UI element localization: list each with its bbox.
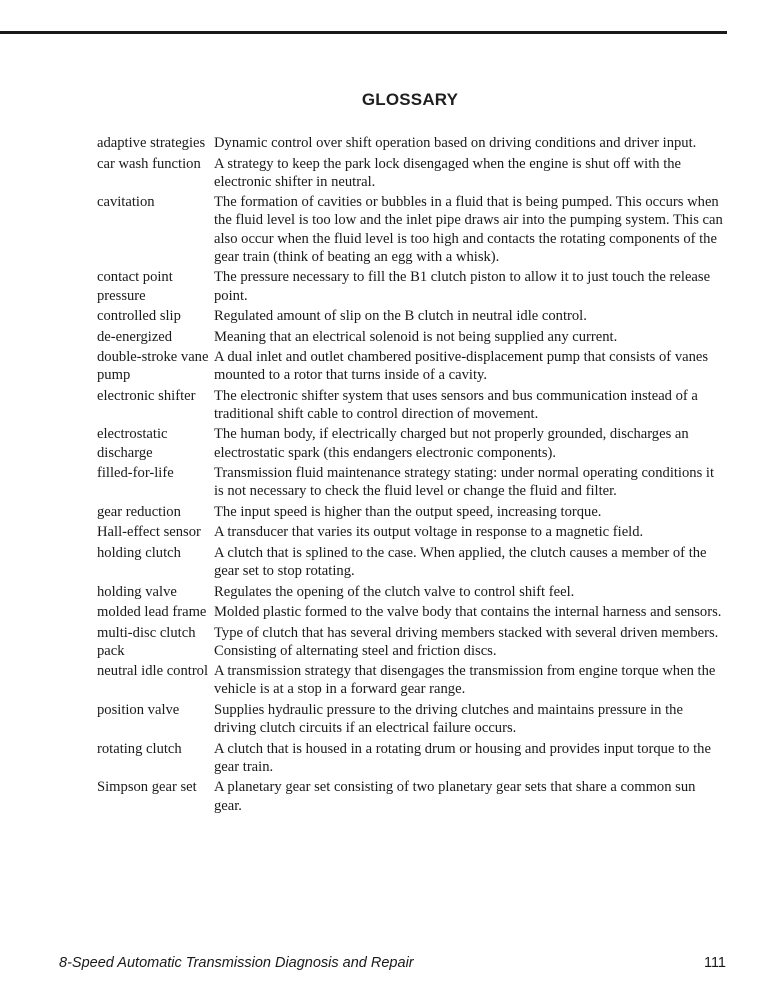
glossary-entry <box>97 268 727 304</box>
glossary-definition: Dynamic control over shift operation based on driving conditions and driver input. <box>214 135 697 151</box>
glossary-definition: A transmission strategy that disengages the transmission from engine torque when the vehicle is at a stop in a forward gear range. <box>214 663 716 698</box>
glossary-definition: The electronic shifter system that uses sensors and bus communication instead of a traditional shift cable to control direction of movement. <box>214 387 698 422</box>
glossary-entry <box>97 193 727 266</box>
glossary-term: de-energized <box>97 328 173 345</box>
glossary-entry <box>97 701 727 737</box>
glossary-definition: A strategy to keep the park lock disengaged when the engine is shut off with the electronic shifter in neutral. <box>214 155 682 190</box>
glossary-entry <box>97 328 727 346</box>
glossary-term: gear reduction <box>97 503 181 520</box>
glossary-definition: Molded plastic formed to the valve body that contains the internal harness and sensors. <box>214 604 722 621</box>
page-title: GLOSSARY <box>361 90 459 109</box>
glossary-term: holding valve <box>97 583 177 600</box>
glossary-definition: A dual inlet and outlet chambered positive-displacement pump that consists of vanes mounted to a rotor that turns inside of a cavity. <box>214 349 709 384</box>
glossary-term: cavitation <box>97 194 155 211</box>
glossary-entry <box>97 778 727 814</box>
glossary-term: Hall-effect sensor <box>97 524 201 541</box>
glossary-entry <box>97 155 727 191</box>
glossary-definition: Transmission fluid maintenance strategy stating: under normal operating conditions it is not necessary to check the fluid level or change the fluid and filter. <box>214 465 715 500</box>
glossary-term: controlled slip <box>97 308 181 325</box>
page-number: 111 <box>703 955 726 971</box>
glossary-definition: A planetary gear set consisting of two planetary gear sets that share a common sun gear. <box>214 779 696 814</box>
glossary-entry <box>97 523 727 541</box>
glossary-entry <box>97 740 727 776</box>
glossary-entry <box>97 464 727 500</box>
glossary-term: electronic shifter <box>97 387 196 404</box>
glossary-term: Simpson gear set <box>97 779 197 796</box>
glossary-term: rotating clutch <box>97 740 182 757</box>
glossary-entry <box>97 425 727 461</box>
glossary-definition: The formation of cavities or bubbles in a fluid that is being pumped. This occurs when the fluid level is too low and the inlet pipe draws air into the pumping system. This can also occur when the fluid level is too high and contacts the rotating components of the gear train (think of beating an egg with a whisk). <box>214 194 723 265</box>
glossary-term: contact point pressure <box>97 269 173 304</box>
glossary-definition: The pressure necessary to fill the B1 clutch piston to allow it to just touch the release point. <box>214 269 711 304</box>
header-rule <box>0 31 727 34</box>
glossary-entry <box>97 544 727 580</box>
glossary-entry <box>97 134 727 152</box>
glossary-entry <box>97 624 727 660</box>
glossary-definition: A transducer that varies its output voltage in response to a magnetic field. <box>214 524 644 541</box>
glossary-definition: A clutch that is splined to the case. When applied, the clutch causes a member of the gear set to stop rotating. <box>214 544 707 580</box>
glossary-list <box>97 134 727 817</box>
glossary-term: adaptive strategies <box>97 135 206 151</box>
glossary-definition: Regulates the opening of the clutch valve to control shift feel. <box>214 583 575 600</box>
glossary-term: multi-disc clutch pack <box>97 624 196 659</box>
glossary-definition: Type of clutch that has several driving members stacked with several driven members. Consisting of alternating steel and friction discs. <box>214 624 719 659</box>
glossary-term: holding clutch <box>97 544 181 561</box>
glossary-definition: Supplies hydraulic pressure to the driving clutches and maintains pressure in the driving clutch circuits if an electrical failure occurs. <box>214 701 683 737</box>
glossary-term: double-stroke vane pump <box>97 349 209 384</box>
glossary-definition: The input speed is higher than the output speed, increasing torque. <box>214 503 602 520</box>
glossary-term: electrostatic discharge <box>97 426 168 461</box>
footer-book-title: 8-Speed Automatic Transmission Diagnosis and Repair <box>59 955 414 971</box>
glossary-entry <box>97 348 727 384</box>
glossary-entry <box>97 307 727 325</box>
glossary-term: position valve <box>97 701 180 718</box>
glossary-definition: The human body, if electrically charged but not properly grounded, discharges an electrostatic spark (this endangers electronic components). <box>214 426 689 461</box>
glossary-term: neutral idle control <box>97 663 209 680</box>
glossary-definition: Meaning that an electrical solenoid is not being supplied any current. <box>214 328 618 345</box>
glossary-entry <box>97 503 727 521</box>
glossary-term: molded lead frame <box>97 604 207 621</box>
glossary-entry <box>97 662 727 698</box>
glossary-term: car wash function <box>97 155 201 172</box>
glossary-term: filled-for-life <box>97 465 174 482</box>
glossary-definition: A clutch that is housed in a rotating drum or housing and provides input torque to the gear train. <box>214 740 711 775</box>
glossary-entry <box>97 583 727 601</box>
glossary-entry <box>97 387 727 423</box>
glossary-definition: Regulated amount of slip on the B clutch in neutral idle control. <box>214 308 587 325</box>
glossary-entry <box>97 603 727 621</box>
